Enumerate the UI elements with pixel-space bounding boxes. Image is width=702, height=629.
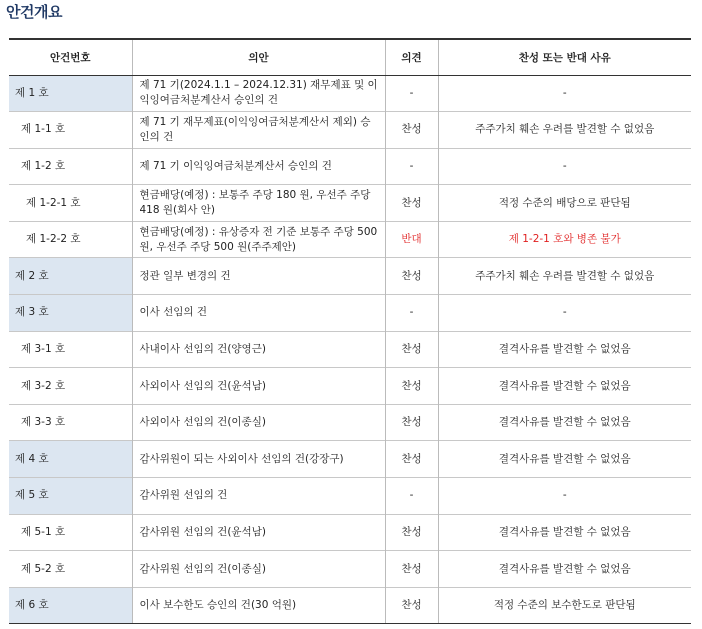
table-row (9, 368, 691, 405)
agenda-item: 이사 선임의 건 (132, 295, 385, 332)
agenda-number: 제 1-2-1 호 (9, 185, 132, 222)
table-row (9, 551, 691, 588)
reason: - (438, 75, 691, 112)
table-row (9, 112, 691, 149)
table-row (9, 478, 691, 515)
agenda-item: 제 71 기 이익잉여금처분계산서 승인의 건 (132, 148, 385, 185)
agenda-item: 제 71 기(2024.1.1 – 2024.12.31) 재무제표 및 이익잉여금처분계산서 승인의 건 (132, 75, 385, 112)
agenda-number: 제 1-2 호 (9, 148, 132, 185)
agenda-table (9, 38, 691, 624)
header-reason: 찬성 또는 반대 사유 (438, 39, 691, 75)
opinion: 찬성 (385, 112, 438, 149)
agenda-item: 제 71 기 재무제표(이익잉여금처분계산서 제외) 승인의 건 (132, 112, 385, 149)
opinion: 찬성 (385, 441, 438, 478)
reason: - (438, 148, 691, 185)
reason: 결격사유를 발견할 수 없었음 (438, 441, 691, 478)
header-row (9, 39, 691, 75)
opinion: 찬성 (385, 514, 438, 551)
opinion: 찬성 (385, 551, 438, 588)
table-row (9, 331, 691, 368)
table-row (9, 148, 691, 185)
agenda-number: 제 3-1 호 (9, 331, 132, 368)
opinion: 찬성 (385, 331, 438, 368)
table-body (9, 75, 691, 624)
agenda-item: 감사위원 선임의 건(윤석남) (132, 514, 385, 551)
table-row (9, 258, 691, 295)
header-agenda-number: 안건번호 (9, 39, 132, 75)
agenda-item: 정관 일부 변경의 건 (132, 258, 385, 295)
reason: 적정 수준의 배당으로 판단됨 (438, 185, 691, 222)
reason: 결격사유를 발견할 수 없었음 (438, 514, 691, 551)
opinion: 찬성 (385, 185, 438, 222)
agenda-number: 제 6 호 (9, 587, 132, 624)
agenda-number: 제 1-1 호 (9, 112, 132, 149)
table-row (9, 441, 691, 478)
agenda-number: 제 5-1 호 (9, 514, 132, 551)
agenda-number: 제 3 호 (9, 295, 132, 332)
opinion: 반대 (385, 221, 438, 258)
opinion: 찬성 (385, 368, 438, 405)
table-row (9, 587, 691, 624)
agenda-item: 현금배당(예정) : 유상증자 전 기준 보통주 주당 500 원, 우선주 주당 500 원(주주제안) (132, 221, 385, 258)
agenda-number: 제 3-3 호 (9, 404, 132, 441)
table-row (9, 221, 691, 258)
header-opinion: 의견 (385, 39, 438, 75)
reason: - (438, 295, 691, 332)
agenda-item: 사외이사 선임의 건(윤석남) (132, 368, 385, 405)
agenda-item: 감사위원 선임의 건 (132, 478, 385, 515)
agenda-number: 제 2 호 (9, 258, 132, 295)
table-row (9, 404, 691, 441)
table-row (9, 295, 691, 332)
reason: 결격사유를 발견할 수 없었음 (438, 551, 691, 588)
agenda-item: 사내이사 선임의 건(양영근) (132, 331, 385, 368)
opinion: 찬성 (385, 404, 438, 441)
table-row (9, 185, 691, 222)
reason: 주주가치 훼손 우려를 발견할 수 없었음 (438, 258, 691, 295)
header-agenda-item: 의안 (132, 39, 385, 75)
agenda-number: 제 1 호 (9, 75, 132, 112)
opinion: - (385, 478, 438, 515)
reason: 결격사유를 발견할 수 없었음 (438, 331, 691, 368)
reason: 결격사유를 발견할 수 없었음 (438, 368, 691, 405)
agenda-number: 제 1-2-2 호 (9, 221, 132, 258)
opinion: 찬성 (385, 587, 438, 624)
opinion: 찬성 (385, 258, 438, 295)
agenda-item: 감사위원이 되는 사외이사 선임의 건(강장구) (132, 441, 385, 478)
agenda-number: 제 3-2 호 (9, 368, 132, 405)
opinion: - (385, 148, 438, 185)
reason: - (438, 478, 691, 515)
agenda-number: 제 5 호 (9, 478, 132, 515)
reason: 제 1-2-1 호와 병존 불가 (438, 221, 691, 258)
agenda-item: 사외이사 선임의 건(이종실) (132, 404, 385, 441)
opinion: - (385, 295, 438, 332)
agenda-number: 제 5-2 호 (9, 551, 132, 588)
agenda-item: 현금배당(예정) : 보통주 주당 180 원, 우선주 주당 418 원(회사 안) (132, 185, 385, 222)
reason: 적정 수준의 보수한도로 판단됨 (438, 587, 691, 624)
table-row (9, 75, 691, 112)
agenda-number: 제 4 호 (9, 441, 132, 478)
agenda-item: 이사 보수한도 승인의 건(30 억원) (132, 587, 385, 624)
agenda-item: 감사위원 선임의 건(이종실) (132, 551, 385, 588)
table-header (9, 39, 691, 75)
reason: 결격사유를 발견할 수 없었음 (438, 404, 691, 441)
reason: 주주가치 훼손 우려를 발견할 수 없었음 (438, 112, 691, 149)
page-title: 안건개요 (6, 3, 62, 21)
opinion: - (385, 75, 438, 112)
table-row (9, 514, 691, 551)
